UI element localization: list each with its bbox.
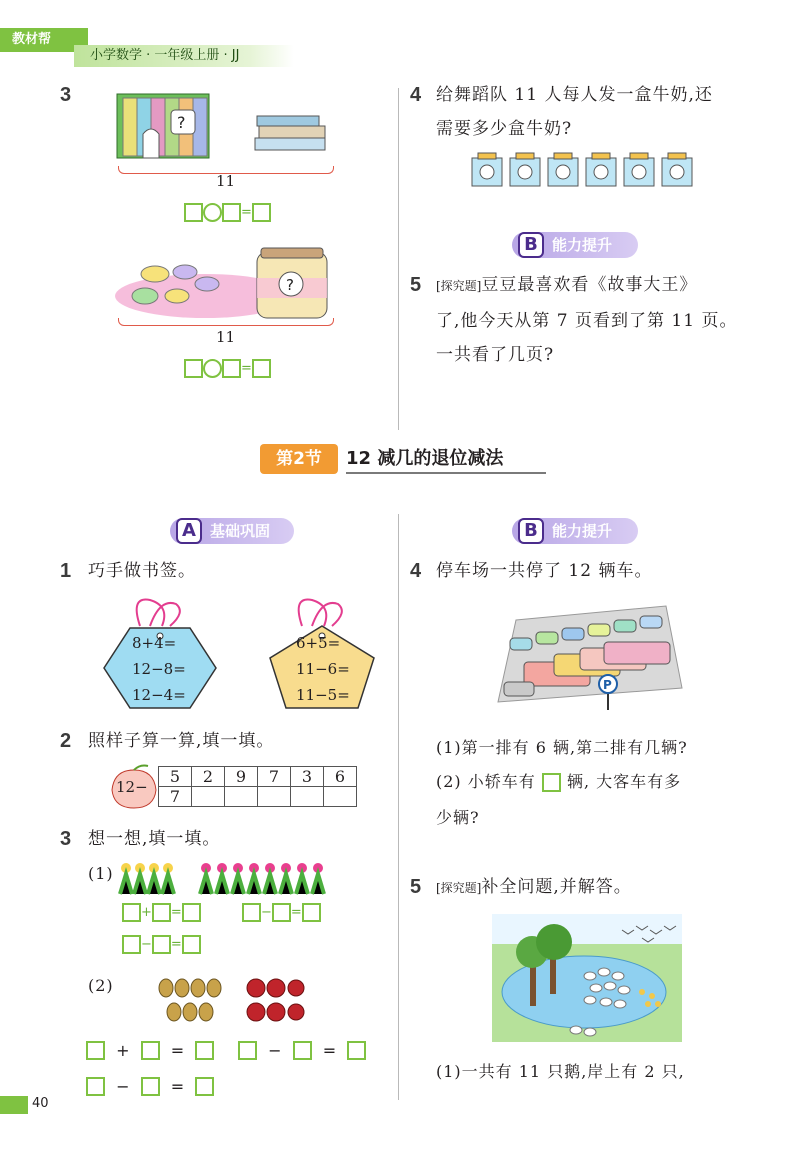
question-number: 3	[60, 84, 72, 106]
question-number: 5	[410, 274, 422, 296]
sub-question-label: (1)	[88, 864, 114, 883]
equation-row	[122, 934, 201, 954]
geese-pond-illustration	[492, 914, 682, 1042]
level-label: 基础巩固	[210, 522, 271, 540]
answer-box[interactable]	[222, 359, 241, 378]
level-label: 能力提升	[552, 522, 613, 540]
question-text	[436, 870, 632, 905]
answer-box[interactable]	[195, 1041, 214, 1060]
question-number: 4	[410, 560, 422, 582]
milk-cartons	[470, 152, 700, 188]
column-divider	[398, 88, 399, 430]
page-number-bar	[0, 1096, 28, 1114]
answer-box[interactable]	[272, 903, 291, 922]
question-text: 巧手做书签。	[88, 561, 196, 581]
question-text-line: 豆豆最喜欢看《故事大王》	[481, 275, 698, 295]
answer-box[interactable]	[238, 1041, 257, 1060]
question-mark-label: ?	[177, 113, 186, 132]
operator-circle[interactable]	[203, 359, 222, 378]
equation-line: 6+5=	[296, 634, 341, 652]
equals-sign: =	[170, 937, 182, 952]
answer-box[interactable]	[86, 1041, 105, 1060]
operator-circle[interactable]	[203, 203, 222, 222]
equation-row	[242, 902, 321, 922]
sub-question: (1)一共有 11 只鹅,岸上有 2 只,	[436, 1062, 685, 1081]
brace-label: 11	[216, 172, 236, 190]
equation-line: 8+4=	[132, 634, 177, 652]
answer-box[interactable]	[182, 903, 201, 922]
candy-jar-illustration	[115, 244, 335, 324]
question-mark-label: ?	[286, 276, 294, 294]
pentagon-equations	[296, 630, 350, 708]
question-text: 停车场一共停了 12 辆车。	[436, 561, 653, 581]
question-text: 一共看了几页?	[436, 345, 555, 365]
equation-row	[184, 202, 271, 222]
level-pill-b	[512, 518, 638, 544]
section-title: 12 减几的退位减法	[346, 444, 546, 474]
answer-box[interactable]	[293, 1041, 312, 1060]
sub-question-label: (2)	[88, 976, 114, 995]
answer-box[interactable]	[347, 1041, 366, 1060]
level-pill-a	[170, 518, 294, 544]
level-letter: A	[176, 518, 202, 544]
answer-cell[interactable]	[192, 787, 225, 807]
answer-cell[interactable]	[291, 787, 324, 807]
answer-box[interactable]	[542, 773, 561, 792]
question-number: 4	[410, 84, 422, 106]
answer-box[interactable]	[302, 903, 321, 922]
equals-sign: =	[322, 1041, 337, 1060]
question-text: 想一想,填一填。	[88, 829, 221, 849]
question-text: 给舞蹈队 11 人每人发一盒牛奶,还	[436, 85, 713, 105]
minus-sign: −	[116, 1077, 130, 1096]
equals-sign: =	[170, 1041, 185, 1060]
fruit-illustration	[156, 972, 306, 1026]
question-number: 2	[60, 730, 72, 752]
peach-label: 12−	[116, 778, 148, 796]
question-text-line: 补全问题,并解答。	[481, 877, 632, 897]
minus-sign: −	[141, 937, 152, 952]
level-letter: B	[518, 232, 544, 258]
table-cell: 2	[192, 767, 225, 787]
equals-sign: =	[170, 1077, 185, 1096]
question-number: 1	[60, 560, 72, 582]
answer-cell[interactable]	[324, 787, 357, 807]
answer-box[interactable]	[86, 1077, 105, 1096]
table-cell: 9	[225, 767, 258, 787]
equation-row	[238, 1040, 366, 1060]
plus-sign: +	[141, 905, 152, 920]
column-divider	[398, 514, 399, 1094]
sub-question: 少辆?	[436, 808, 480, 827]
equation-line: 11−5=	[296, 686, 350, 704]
equation-line: 12−8=	[132, 660, 186, 678]
table-cell: 7	[159, 787, 192, 807]
answer-cell[interactable]	[258, 787, 291, 807]
number-table	[158, 766, 357, 807]
sub-question	[436, 764, 681, 800]
answer-box[interactable]	[122, 935, 141, 954]
brace	[118, 318, 334, 326]
sub-question: (1)第一排有 6 辆,第二排有几辆?	[436, 738, 688, 757]
table-cell: 3	[291, 767, 324, 787]
equation-line: 12−4=	[132, 686, 186, 704]
answer-box[interactable]	[222, 203, 241, 222]
answer-box[interactable]	[152, 903, 171, 922]
question-tag: [探究题]	[436, 881, 482, 895]
answer-box[interactable]	[252, 203, 271, 222]
table-cell: 6	[324, 767, 357, 787]
equals-sign: =	[290, 905, 302, 920]
answer-box[interactable]	[141, 1041, 160, 1060]
books-illustration	[115, 84, 335, 164]
answer-box[interactable]	[242, 903, 261, 922]
answer-box[interactable]	[182, 935, 201, 954]
brace-label: 11	[216, 328, 236, 346]
answer-cell[interactable]	[225, 787, 258, 807]
equation-row	[86, 1040, 214, 1060]
answer-box[interactable]	[184, 359, 203, 378]
equals-sign: =	[170, 905, 182, 920]
minus-sign: −	[261, 905, 272, 920]
equals-sign: =	[241, 361, 252, 376]
parking-lot-illustration	[496, 602, 684, 712]
answer-box[interactable]	[184, 203, 203, 222]
tulips-illustration	[118, 860, 338, 896]
question-text	[436, 268, 697, 303]
book-title: 小学数学 · 一年级上册 · JJ	[74, 45, 294, 67]
page-number: 40	[32, 1096, 49, 1111]
sub-question-part: 辆, 大客车有多	[566, 772, 682, 791]
level-letter: B	[518, 518, 544, 544]
answer-box[interactable]	[122, 903, 141, 922]
hexagon-equations	[132, 630, 186, 708]
sub-question-part: (2) 小轿车有	[436, 772, 536, 791]
table-cell: 5	[159, 767, 192, 787]
answer-box[interactable]	[195, 1077, 214, 1096]
plus-sign: +	[116, 1041, 130, 1060]
column-divider	[398, 1060, 399, 1100]
question-text: 照样子算一算,填一填。	[88, 731, 275, 751]
equation-row	[86, 1076, 214, 1096]
minus-sign: −	[268, 1041, 282, 1060]
question-number: 5	[410, 876, 422, 898]
question-tag: [探究题]	[436, 279, 482, 293]
level-label: 能力提升	[552, 236, 613, 254]
equation-line: 11−6=	[296, 660, 350, 678]
answer-box[interactable]	[252, 359, 271, 378]
parking-sign-label: P	[603, 678, 612, 692]
answer-box[interactable]	[152, 935, 171, 954]
question-text: 需要多少盒牛奶?	[436, 119, 573, 139]
question-text: 了,他今天从第 7 页看到了第 11 页。	[436, 311, 738, 331]
table-cell: 7	[258, 767, 291, 787]
equation-row	[184, 358, 271, 378]
level-pill-b	[512, 232, 638, 258]
equation-row	[122, 902, 201, 922]
answer-box[interactable]	[141, 1077, 160, 1096]
equals-sign: =	[241, 205, 252, 220]
header-tag: 教材帮	[0, 28, 88, 52]
question-number: 3	[60, 828, 72, 850]
section-tag: 第2节	[260, 444, 338, 474]
